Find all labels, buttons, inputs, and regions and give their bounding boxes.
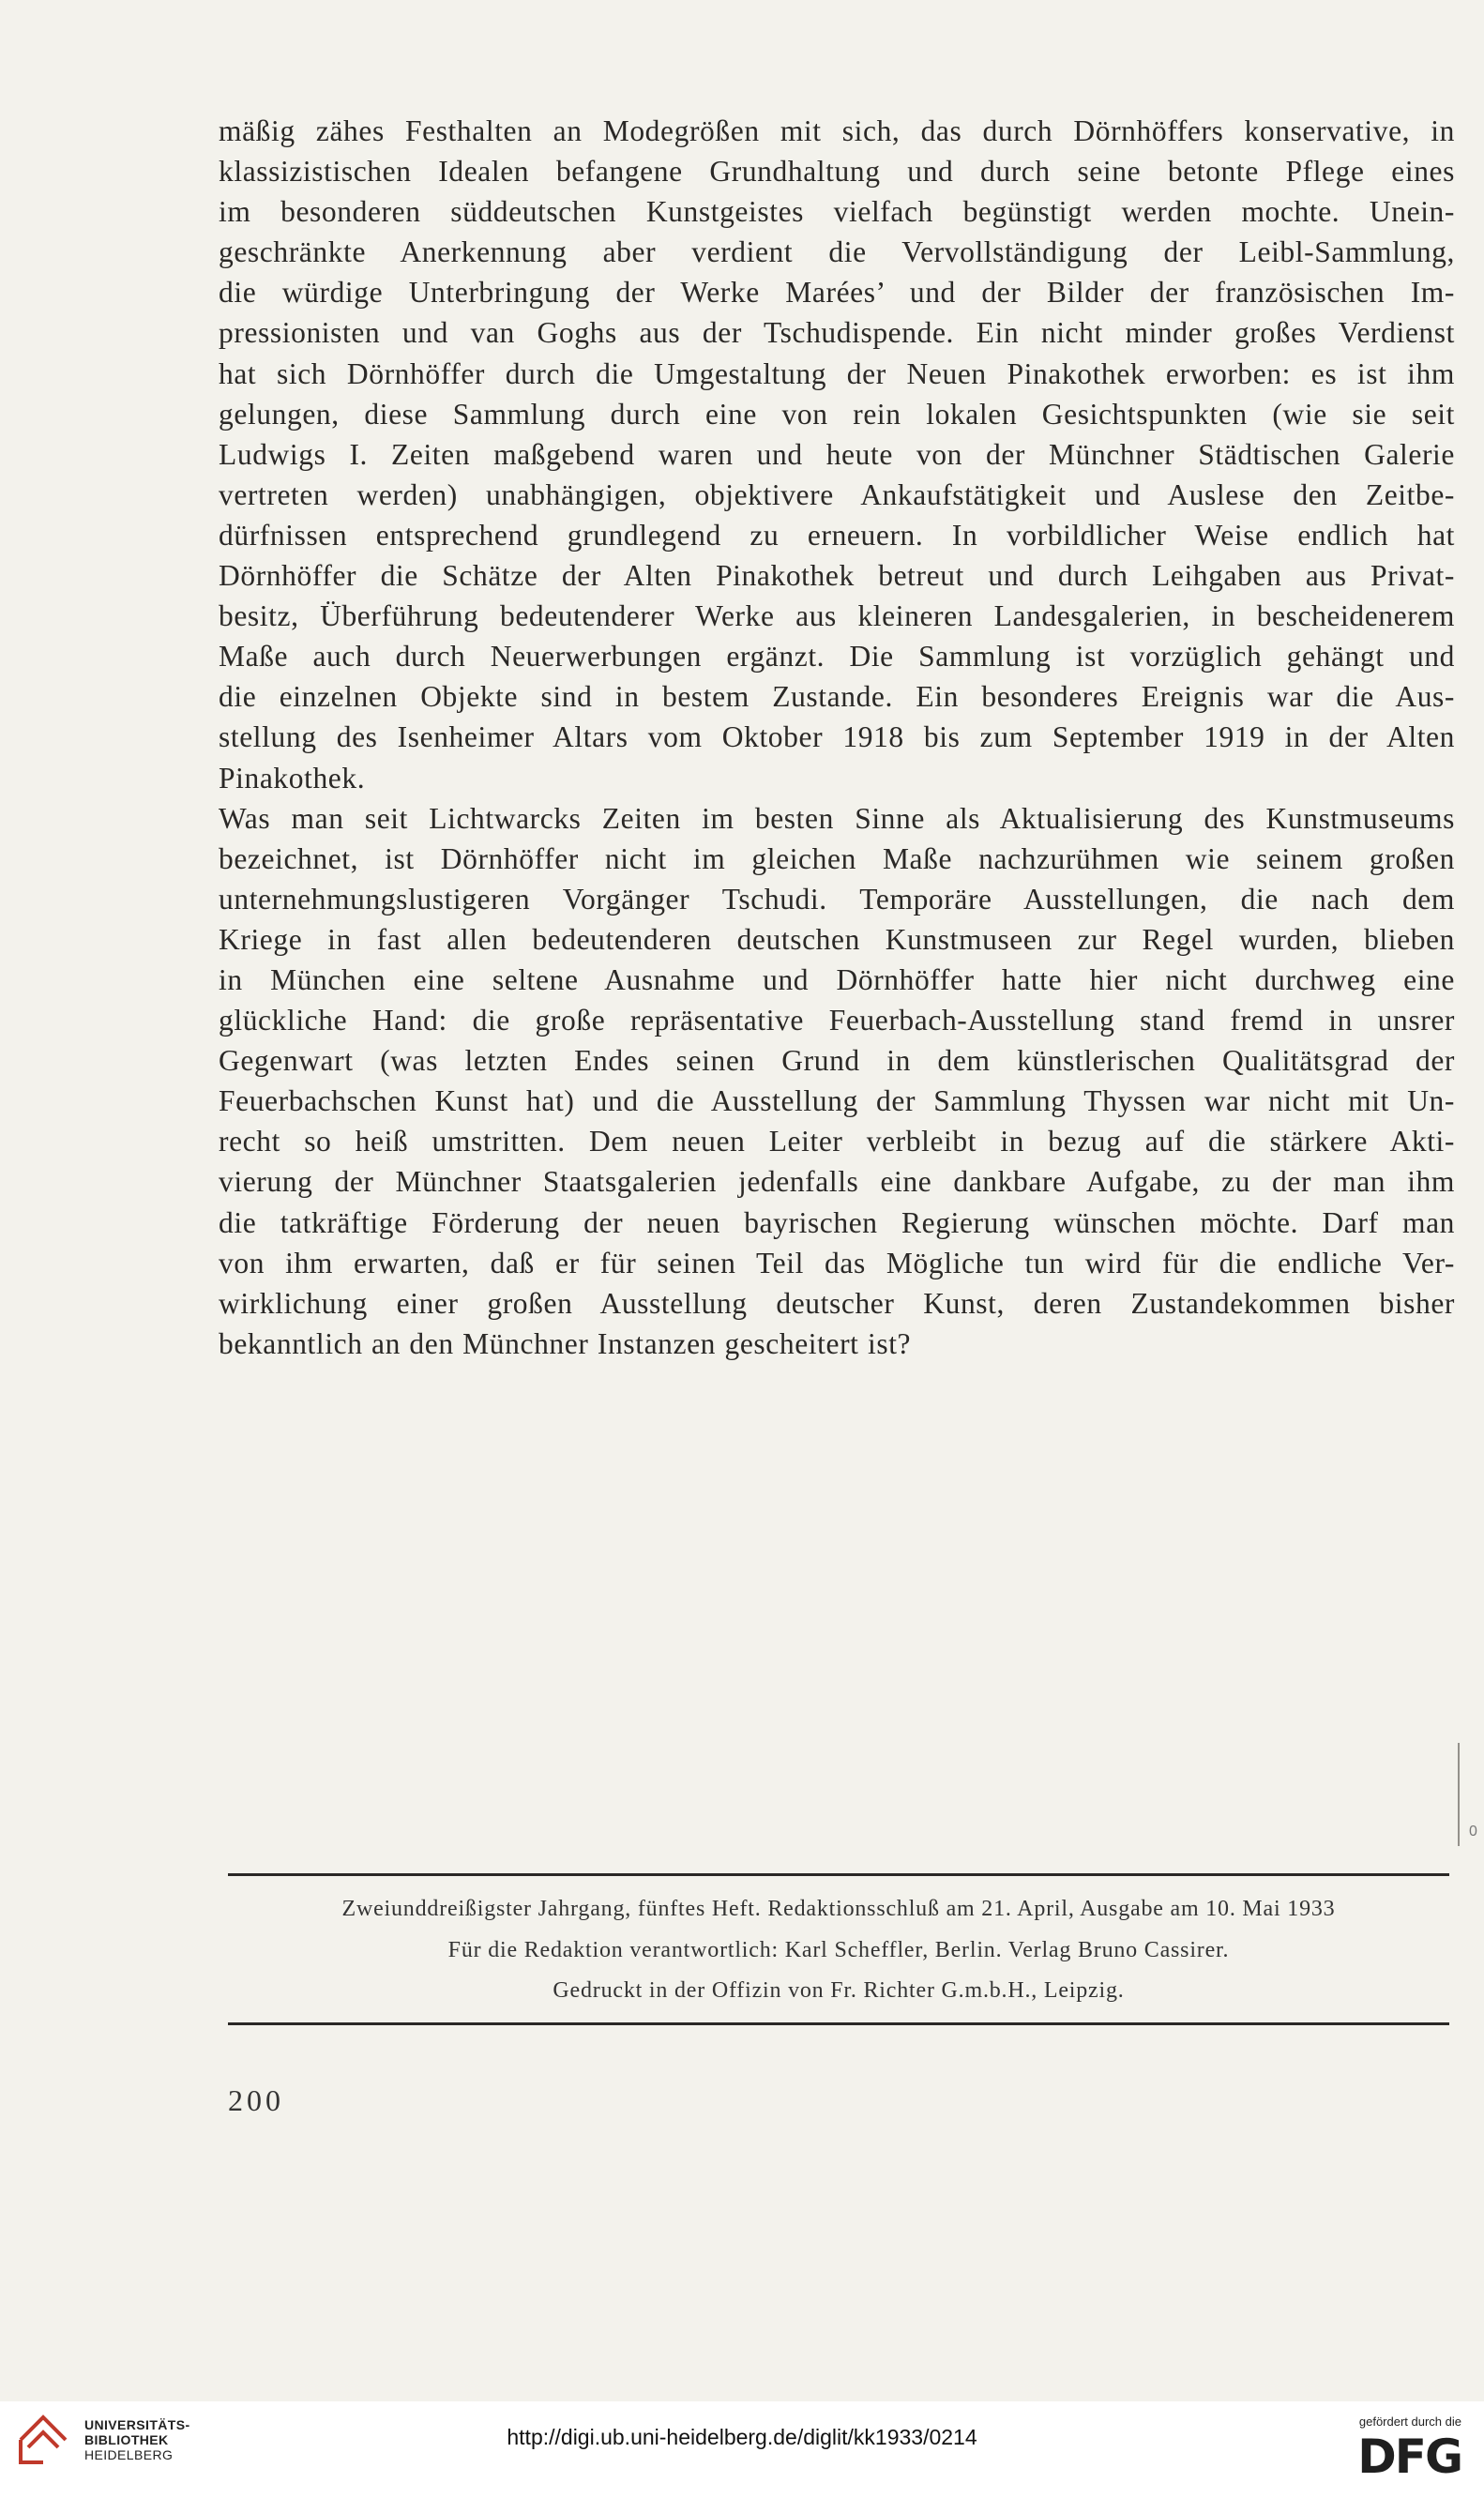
dfg-logo[interactable]: DFG xyxy=(1357,2430,1461,2484)
text-line: Dörnhöffer die Schätze der Alten Pinakothek betreut und durch Leihgaben aus Privat- xyxy=(219,559,1455,593)
permalink-url[interactable]: http://digi.ub.uni-heidelberg.de/diglit/kk1933/0214 xyxy=(507,2425,977,2449)
paragraph-1 xyxy=(219,111,1455,798)
text-line: stellung des Isenheimer Altars vom Oktober 1918 bis zum September 1919 in der Alten xyxy=(219,720,1455,754)
text-line: im besonderen süddeutschen Kunstgeistes vielfach begünstigt werden mochte. Unein- xyxy=(219,195,1455,229)
text-line: vertreten werden) unabhängigen, objektivere Ankaufstätigkeit und Auslese den Zeitbe- xyxy=(219,477,1455,511)
imprint-issue-line: Zweiunddreißigster Jahrgang, fünftes Heft. Redaktionsschluß am 21. April, Ausgabe am 10. Mai 1933 xyxy=(341,1897,1336,1921)
text-line: Gegenwart (was letzten Endes seinen Grund in dem künstlerischen Qualitätsgrad der xyxy=(219,1044,1455,1078)
imprint-top-rule xyxy=(228,1873,1449,1876)
sponsor-label: gefördert durch die xyxy=(1358,2415,1461,2429)
university-name-line: UNIVERSITÄTS- xyxy=(84,2417,190,2432)
text-line: hat sich Dörnhöffer durch die Umgestaltung der Neuen Pinakothek erworben: es ist ihm xyxy=(219,356,1455,390)
city-name-line: HEIDELBERG xyxy=(84,2447,174,2462)
text-line: mäßig zähes Festhalten an Modegrößen mit sich, das durch Dörnhöffers konservative, in xyxy=(219,114,1455,147)
text-line: die einzelnen Objekte sind in bestem Zustande. Ein besonderes Ereignis war die Aus- xyxy=(219,680,1455,714)
text-line: recht so heiß umstritten. Dem neuen Leiter verbleibt in bezug auf die stärkere Akti- xyxy=(219,1125,1455,1158)
imprint-bottom-rule xyxy=(228,2022,1449,2025)
text-line: Feuerbachschen Kunst hat) und die Ausstellung der Sammlung Thyssen war nicht mit Un- xyxy=(219,1084,1455,1118)
text-line: bezeichnet, ist Dörnhöffer nicht im gleichen Maße nachzurühmen wie seinem großen xyxy=(219,841,1455,875)
text-line: besitz, Überführung bedeutenderer Werke aus kleineren Landesgalerien, in bescheidenerem xyxy=(219,599,1455,633)
text-line: von ihm erwarten, daß er für seinen Teil das Mögliche tun wird für die endliche Ver- xyxy=(219,1246,1455,1279)
article-text xyxy=(219,111,1455,1364)
text-line: pressionisten und van Goghs aus der Tschudispende. Ein nicht minder großes Verdienst xyxy=(219,316,1455,350)
text-line: dürfnissen entsprechend grundlegend zu erneuern. In vorbildlicher Weise endlich hat xyxy=(219,518,1455,552)
imprint-editor-line: Für die Redaktion verantwortlich: Karl Scheffler, Berlin. Verlag Bruno Cassirer. xyxy=(447,1938,1230,1962)
paragraph-2 xyxy=(219,798,1455,1364)
text-line: wirklichung einer großen Ausstellung deutscher Kunst, deren Zustandekommen bisher xyxy=(219,1286,1455,1320)
text-line: Ludwigs I. Zeiten maßgebend waren und heute von der Münchner Städtischen Galerie xyxy=(219,437,1455,471)
page-number: 200 xyxy=(228,2083,284,2117)
text-line: unternehmungslustigeren Vorgänger Tschudi. Temporäre Ausstellungen, die nach dem xyxy=(219,882,1455,916)
scan-edge-mark xyxy=(1458,1743,1460,1846)
text-line: glückliche Hand: die große repräsentative Feuerbach-Ausstellung stand fremd in unsrer xyxy=(219,1004,1455,1037)
library-name-line: BIBLIOTHEK xyxy=(84,2432,169,2447)
text-line: klassizistischen Idealen befangene Grundhaltung und durch seine betonte Pflege eines xyxy=(219,155,1455,189)
text-line: gelungen, diese Sammlung durch eine von rein lokalen Gesichtspunkten (wie sie seit xyxy=(219,397,1455,431)
text-line: Was man seit Lichtwarcks Zeiten im besten Sinne als Aktualisierung des Kunstmuseums xyxy=(219,801,1455,835)
text-line: geschränkte Anerkennung aber verdient die Vervollständigung der Leibl-Sammlung, xyxy=(219,235,1455,269)
text-line: vierung der Münchner Staatsgalerien jedenfalls eine dankbare Aufgabe, zu der man ihm xyxy=(219,1165,1455,1199)
scan-edge-glyph: 0 xyxy=(1469,1824,1477,1839)
text-line: Kriege in fast allen bedeutenderen deutschen Kunstmuseen zur Regel wurden, blieben xyxy=(219,922,1455,956)
text-line: Maße auch durch Neuerwerbungen ergänzt. Die Sammlung ist vorzüglich gehängt und xyxy=(219,640,1455,674)
text-line: Pinakothek. xyxy=(219,761,366,795)
text-line: in München eine seltene Ausnahme und Dörnhöffer hatte hier nicht durchweg eine xyxy=(219,962,1455,996)
text-line: die tatkräftige Förderung der neuen bayrischen Regierung wünschen möchte. Darf man xyxy=(219,1205,1455,1239)
imprint-printer-line: Gedruckt in der Offizin von Fr. Richter G.m.b.H., Leipzig. xyxy=(553,1978,1125,2003)
text-line: bekanntlich an den Münchner Instanzen gescheitert ist? xyxy=(219,1326,912,1360)
text-line: die würdige Unterbringung der Werke Marées’ und der Bilder der französischen Im- xyxy=(219,276,1455,310)
